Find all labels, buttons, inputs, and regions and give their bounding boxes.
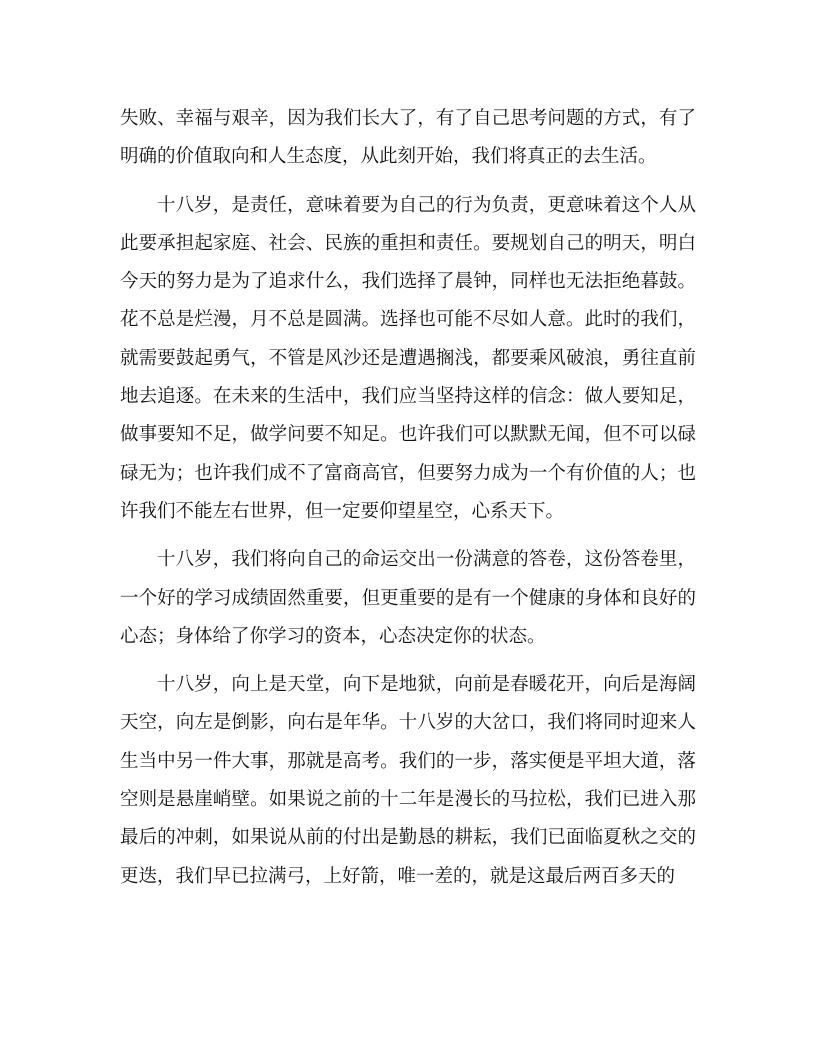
- document-body: [120, 100, 696, 896]
- paragraph-responsibility: 十八岁，是责任，意味着要为自己的行为负责，更意味着这个人从此要承担起家庭、社会、民族的重担和责任。要规划自己的明天，明白今天的努力是为了追求什么，我们选择了晨钟，同样也无法拒绝暮鼓。花不总是烂漫，月不总是圆满。选择也可能不尽如人意。此时的我们，就需要鼓起勇气，不管是风沙还是遭遇搁浅，都要乘风破浪，勇往直前地去追逐。在未来的生活中，我们应当坚持这样的信念：做人要知足，做事要知不足，做学问要不知足。也许我们可以默默无闻，但不可以碌碌无为；也许我们成不了富商高官，但要努力成为一个有价值的人；也许我们不能左右世界，但一定要仰望星空，心系天下。: [120, 194, 696, 522]
- paragraph-continuation: 失败、幸福与艰辛，因为我们长大了，有了自己思考问题的方式，有了明确的价值取向和人生态度，从此刻开始，我们将真正的去生活。: [120, 108, 696, 168]
- paragraph-answer-sheet: 十八岁，我们将向自己的命运交出一份满意的答卷，这份答卷里，一个好的学习成绩固然重要，但更重要的是有一个健康的身体和良好的心态；身体给了你学习的资本，心态决定你的状态。: [120, 549, 696, 647]
- paragraph-crossroads: 十八岁，向上是天堂，向下是地狱，向前是春暖花开，向后是海阔天空，向左是倒影，向右是年华。十八岁的大岔口，我们将同时迎来人生当中另一件大事，那就是高考。我们的一步，落实便是平坦大道，落空则是悬崖峭壁。如果说之前的十二年是漫长的马拉松，我们已进入那最后的冲刺，如果说从前的付出是勤恳的耕耘，我们已面临夏秋之交的更迭，我们早已拉满弓，上好箭，唯一差的，就是这最后两百多天的: [120, 674, 696, 887]
